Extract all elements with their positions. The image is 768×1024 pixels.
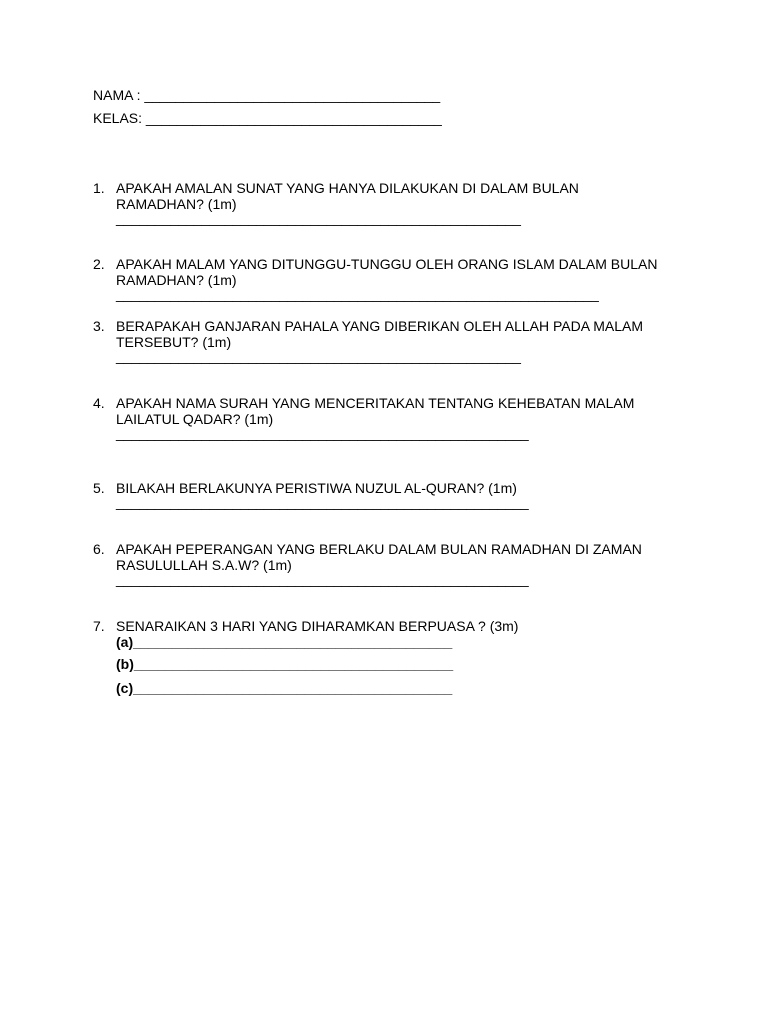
question-text: APAKAH PEPERANGAN YANG BERLAKU DALAM BULAN RAMADHAN DI ZAMAN xyxy=(116,541,642,557)
question-text: APAKAH MALAM YANG DITUNGGU-TUNGGU OLEH ORANG ISLAM DALAM BULAN xyxy=(116,256,658,272)
question-number: 2. xyxy=(93,256,105,272)
question-number: 4. xyxy=(93,395,105,411)
answer-line: _____________________________________________________ xyxy=(116,494,529,510)
question-number: 7. xyxy=(93,618,105,634)
question-number: 1. xyxy=(93,180,105,196)
answer-item-b: (b)_________________________________________ xyxy=(116,656,454,672)
kelas-field-line: KELAS: ______________________________________ xyxy=(93,110,442,126)
question-text: TERSEBUT? (1m) xyxy=(116,334,232,350)
question-number: 3. xyxy=(93,318,105,334)
question-text: LAILATUL QADAR? (1m) xyxy=(116,411,274,427)
question-number: 5. xyxy=(93,480,105,496)
question-number: 6. xyxy=(93,541,105,557)
question-text: SENARAIKAN 3 HARI YANG DIHARAMKAN BERPUASA ? (3m) xyxy=(116,618,519,634)
answer-item-a: (a)_________________________________________ xyxy=(116,634,453,650)
question-text: RAMADHAN? (1m) xyxy=(116,196,237,212)
answer-line: ____________________________________________________ xyxy=(116,348,521,364)
answer-line: _____________________________________________________ xyxy=(116,571,529,587)
question-text: BILAKAH BERLAKUNYA PERISTIWA NUZUL AL-QURAN? (1m) xyxy=(116,480,517,496)
question-text: RAMADHAN? (1m) xyxy=(116,272,237,288)
answer-item-c: (c)_________________________________________ xyxy=(116,680,453,696)
nama-field-line: NAMA : ______________________________________ xyxy=(93,87,441,103)
answer-line: ______________________________________________________________ xyxy=(116,286,599,302)
answer-line: ____________________________________________________ xyxy=(116,210,521,226)
question-text: APAKAH NAMA SURAH YANG MENCERITAKAN TENTANG KEHEBATAN MALAM xyxy=(116,395,635,411)
answer-line: _____________________________________________________ xyxy=(116,425,529,441)
question-text: APAKAH AMALAN SUNAT YANG HANYA DILAKUKAN DI DALAM BULAN xyxy=(116,180,579,196)
question-text: RASULULLAH S.A.W? (1m) xyxy=(116,557,292,573)
question-text: BERAPAKAH GANJARAN PAHALA YANG DIBERIKAN OLEH ALLAH PADA MALAM xyxy=(116,318,643,334)
